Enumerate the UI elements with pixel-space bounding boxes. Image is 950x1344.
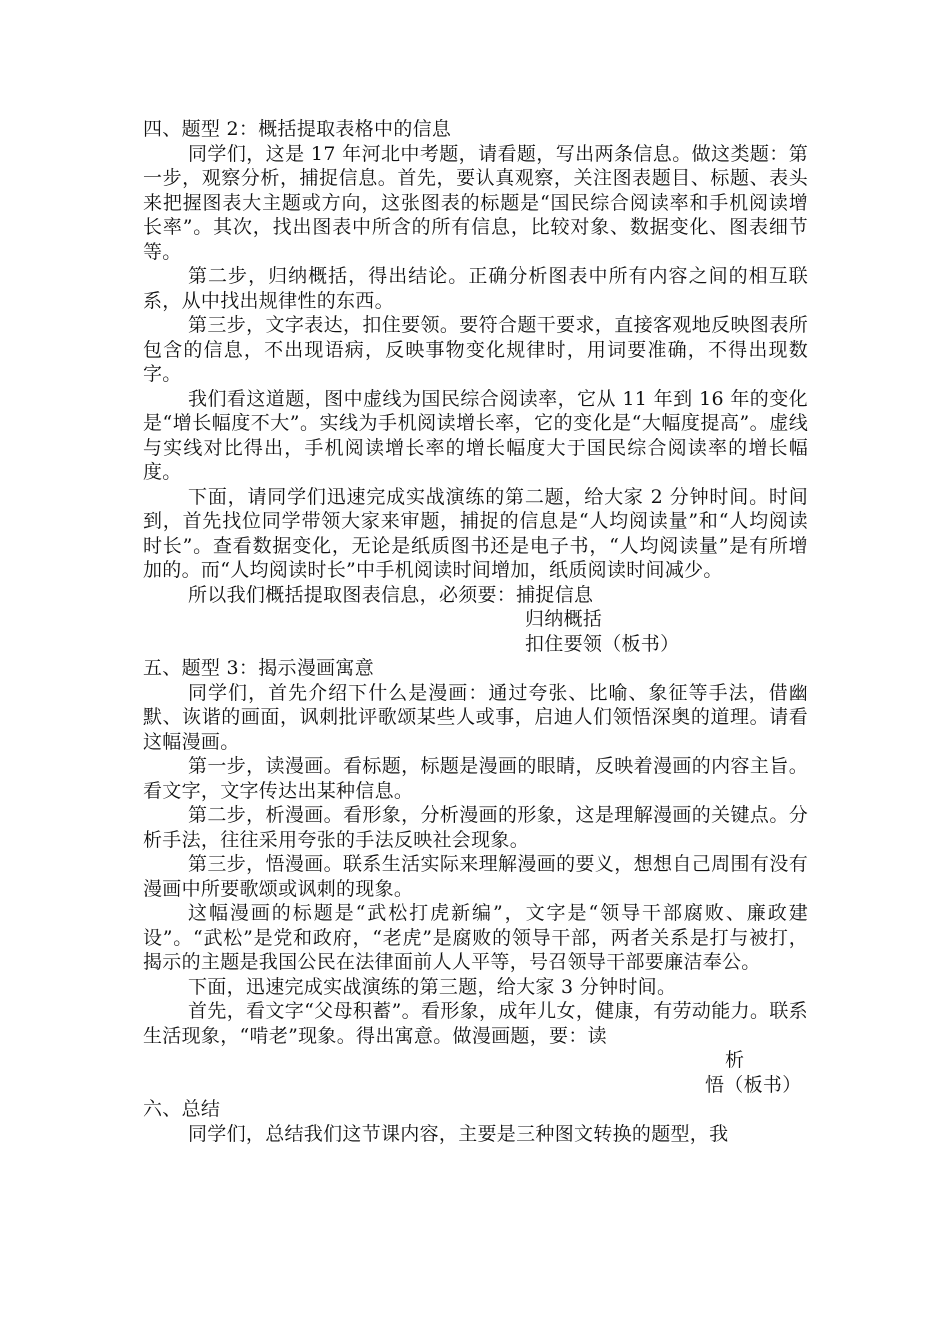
section-5-paragraph-5: 这幅漫画的标题是“武松打虎新编”，文字是“领导干部腐败、廉政建设”。“武松”是党和政府，“老虎”是腐败的领导干部，两者关系是打与被打，揭示的主题是我国公民在法律面前人人平等，号召领导干部要廉洁奉公。 bbox=[143, 902, 808, 973]
board-note-line: 归纳概括 bbox=[525, 608, 603, 630]
section-5-paragraph-6: 下面，迅速完成实战演练的第三题，给大家 3 分钟时间。 bbox=[188, 975, 677, 998]
section-5-heading: 五、题型 3：揭示漫画寓意 bbox=[143, 657, 375, 679]
section-4-paragraph-3: 第三步，文字表达，扣住要领。要符合题干要求，直接客观地反映图表所包含的信息，不出现语病，反映事物变化规律时，用词要准确，不得出现数字。 bbox=[143, 314, 808, 385]
section-5-paragraph-4: 第三步，悟漫画。联系生活实际来理解漫画的要义，想想自己周围有没有漫画中所要歌颂或讽刺的现象。 bbox=[143, 853, 808, 900]
section-6-paragraph-1: 同学们，总结我们这节课内容，主要是三种图文转换的题型，我 bbox=[188, 1122, 729, 1145]
document-body bbox=[143, 117, 808, 1146]
section-4-heading: 四、题型 2：概括提取表格中的信息 bbox=[143, 118, 452, 140]
board-note-line: 析 bbox=[725, 1049, 745, 1071]
section-5-paragraph-3: 第二步，析漫画。看形象，分析漫画的形象，这是理解漫画的关键点。分析手法，往往采用夸张的手法反映社会现象。 bbox=[143, 804, 808, 851]
section-5-paragraph-7: 首先，看文字“父母积蓄”。看形象，成年儿女，健康，有劳动能力。联系生活现象，“啃老”现象。得出寓意。做漫画题，要：读 bbox=[143, 1000, 808, 1047]
section-4-paragraph-6: 所以我们概括提取图表信息，必须要：捕捉信息 bbox=[188, 583, 594, 606]
section-5-paragraph-2: 第一步，读漫画。看标题，标题是漫画的眼睛，反映着漫画的内容主旨。看文字，文字传达出某种信息。 bbox=[143, 755, 808, 802]
board-note-line: 悟（板书） bbox=[705, 1073, 802, 1096]
section-4-paragraph-4: 我们看这道题，图中虚线为国民综合阅读率，它从 11 年到 16 年的变化是“增长幅度不大”。实线为手机阅读增长率，它的变化是“大幅度提高”。虚线与实线对比得出，手机阅读增长率的增长幅度大于国民综合阅读率的增长幅度。 bbox=[143, 387, 808, 483]
section-5-paragraph-1: 同学们，首先介绍下什么是漫画：通过夸张、比喻、象征等手法，借幽默、诙谐的画面，讽刺批评歌颂某些人或事，启迪人们领悟深奥的道理。请看这幅漫画。 bbox=[143, 681, 808, 753]
section-4-paragraph-5: 下面，请同学们迅速完成实战演练的第二题，给大家 2 分钟时间。时间到，首先找位同学带领大家来审题，捕捉的信息是“人均阅读量”和“人均阅读时长”。查看数据变化，无论是纸质图书还是电子书，“人均阅读量”是有所增加的。而“人均阅读时长”中手机阅读时间增加，纸质阅读时间减少。 bbox=[143, 485, 808, 581]
section-4-paragraph-2: 第二步，归纳概括，得出结论。正确分析图表中所有内容之间的相互联系，从中找出规律性的东西。 bbox=[143, 265, 808, 312]
board-note-line: 扣住要领（板书） bbox=[525, 632, 680, 655]
section-4-paragraph-1: 同学们，这是 17 年河北中考题，请看题，写出两条信息。做这类题：第一步，观察分析，捕捉信息。首先，要认真观察，关注图表题目、标题、表头来把握图表大主题或方向，这张图表的标题是“国民综合阅读率和手机阅读增长率”。其次，找出图表中所含的所有信息，比较对象、数据变化、图表细节等。 bbox=[143, 142, 808, 263]
section-6-heading: 六、总结 bbox=[143, 1098, 221, 1120]
